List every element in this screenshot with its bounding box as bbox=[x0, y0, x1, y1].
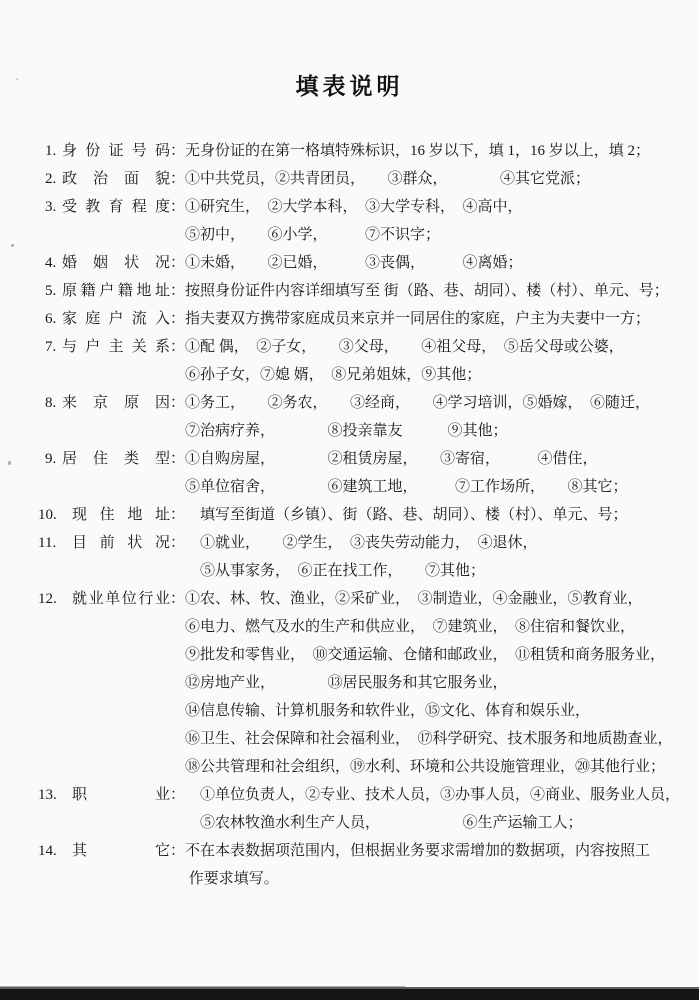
item-content bbox=[185, 305, 699, 333]
instruction-item bbox=[0, 501, 699, 529]
instruction-item bbox=[0, 305, 699, 333]
item-number: 5. bbox=[45, 283, 57, 299]
page-title: 填表说明 bbox=[295, 73, 404, 99]
item-content-line: 无身份证的在第一格填特殊标识，16 岁以下，填 1，16 岁以上，填 2； bbox=[185, 143, 651, 159]
item-label: 家庭户流入 bbox=[62, 311, 170, 327]
instruction-item bbox=[0, 585, 699, 781]
item-colon: ： bbox=[170, 199, 186, 215]
item-head bbox=[38, 165, 185, 193]
item-head bbox=[38, 529, 185, 557]
item-head bbox=[38, 137, 185, 165]
item-colon: ： bbox=[170, 591, 186, 607]
item-content-line: ①未婚， ②已婚， ③丧偶， ④离婚； bbox=[185, 255, 523, 271]
item-content-line: 按照身份证件内容详细填写至 街（路、巷、胡同）、楼（村）、单元、号； bbox=[185, 283, 669, 299]
item-label: 职业 bbox=[72, 787, 170, 803]
item-content-line: ①单位负责人，②专业、技术人员，③办事人员，④商业、服务业人员， bbox=[185, 787, 681, 803]
instruction-item bbox=[0, 333, 699, 389]
item-content-line: ①配 偶， ②子女， ③父母， ④祖父母， ⑤岳父母或公婆， bbox=[185, 339, 624, 355]
item-number: 7. bbox=[45, 339, 57, 355]
instruction-item bbox=[0, 529, 699, 585]
item-content bbox=[185, 585, 699, 781]
item-label: 与户主关系 bbox=[62, 339, 170, 355]
item-content-line: ⑤单位宿舍， ⑥建筑工地， ⑦工作场所， ⑧其它； bbox=[185, 479, 628, 495]
item-content bbox=[185, 389, 699, 445]
item-colon: ： bbox=[170, 283, 186, 299]
item-content bbox=[185, 781, 699, 837]
item-colon: ： bbox=[170, 535, 186, 551]
item-number: 13. bbox=[38, 787, 57, 803]
item-content bbox=[185, 277, 699, 305]
item-head bbox=[38, 585, 185, 613]
item-label: 婚姻状况 bbox=[62, 255, 170, 271]
instruction-item bbox=[0, 165, 699, 193]
item-content-line: ⑦治病疗养， ⑧投亲靠友 ⑨其他； bbox=[185, 423, 508, 439]
item-number: 12. bbox=[38, 591, 57, 607]
instruction-item bbox=[0, 389, 699, 445]
instruction-item bbox=[0, 137, 699, 165]
item-content-line: ⑤农林牧渔水利生产人员， ⑥生产运输工人； bbox=[185, 815, 583, 831]
instruction-item bbox=[0, 445, 699, 501]
item-head bbox=[38, 445, 185, 473]
item-content bbox=[185, 445, 699, 501]
item-content bbox=[185, 165, 699, 193]
item-label: 受教育程度 bbox=[62, 199, 170, 215]
item-content-line: ⑭信息传输、计算机服务和软件业，⑮文化、体育和娱乐业， bbox=[185, 703, 591, 719]
item-label: 其它 bbox=[72, 843, 170, 859]
instruction-item bbox=[0, 781, 699, 837]
item-number: 8. bbox=[45, 395, 57, 411]
instruction-item bbox=[0, 193, 699, 249]
item-head bbox=[38, 333, 185, 361]
item-content-line: ⑤从事家务， ⑥正在找工作， ⑦其他； bbox=[185, 563, 486, 579]
item-content-line: ⑱公共管理和社会组织，⑲水利、环境和公共设施管理业，⑳其他行业； bbox=[185, 759, 666, 775]
item-content-line: ①就业， ②学生， ③丧失劳动能力， ④退休， bbox=[185, 535, 538, 551]
item-head bbox=[38, 389, 185, 417]
item-label: 原籍户籍地址 bbox=[62, 283, 170, 299]
scan-artifact-bar bbox=[0, 987, 699, 1000]
item-number: 6. bbox=[45, 311, 57, 327]
item-content bbox=[185, 137, 699, 165]
item-colon: ： bbox=[170, 171, 186, 187]
instruction-list bbox=[0, 137, 699, 893]
item-number: 10. bbox=[38, 507, 57, 523]
item-colon: ： bbox=[170, 143, 186, 159]
instruction-item bbox=[0, 837, 699, 893]
item-label: 居住类型 bbox=[62, 451, 170, 467]
scan-speckle bbox=[8, 461, 11, 465]
item-head bbox=[38, 193, 185, 221]
item-content-line: ⑤初中， ⑥小学， ⑦不识字； bbox=[185, 227, 441, 243]
item-content-line: ①中共党员，②共青团员， ③群众， ④其它党派； bbox=[185, 171, 591, 187]
item-content-line: ⑨批发和零售业， ⑩交通运输、仓储和邮政业， ⑪租赁和商务服务业， bbox=[185, 647, 666, 663]
item-content-line: ⑯卫生、社会保障和社会福利业， ⑰科学研究、技术服务和地质勘查业， bbox=[185, 731, 673, 747]
item-label: 就业单位行业 bbox=[72, 591, 170, 607]
item-head bbox=[38, 781, 185, 809]
item-colon: ： bbox=[170, 507, 186, 523]
item-head bbox=[38, 501, 185, 529]
item-content-line: 作要求填写。 bbox=[185, 871, 279, 887]
instruction-item bbox=[0, 249, 699, 277]
item-colon: ： bbox=[170, 311, 186, 327]
item-colon: ： bbox=[170, 451, 186, 467]
item-head bbox=[38, 305, 185, 333]
item-content-line: 不在本表数据项范围内，但根据业务要求需增加的数据项，内容按照工 bbox=[185, 843, 651, 859]
item-content bbox=[185, 529, 699, 585]
item-content-line: 填写至街道（乡镇）、街（路、巷、胡同）、楼（村）、单元、号； bbox=[185, 507, 628, 523]
scan-speckle bbox=[11, 244, 14, 247]
item-colon: ： bbox=[170, 255, 186, 271]
item-content-line: ①务工， ②务农， ③经商， ④学习培训，⑤婚嫁， ⑥随迁， bbox=[185, 395, 651, 411]
item-label: 政治面貌 bbox=[62, 171, 170, 187]
item-content bbox=[185, 333, 699, 389]
item-content-line: ①农、林、牧、渔业，②采矿业， ③制造业，④金融业，⑤教育业， bbox=[185, 591, 643, 607]
item-colon: ： bbox=[170, 395, 186, 411]
item-label: 来京原因 bbox=[62, 395, 170, 411]
item-number: 2. bbox=[45, 171, 57, 187]
item-label: 现住地址 bbox=[72, 507, 170, 523]
item-content bbox=[185, 837, 699, 893]
item-content-line: ①研究生， ②大学本科， ③大学专科， ④高中， bbox=[185, 199, 523, 215]
item-content-line: ⑥电力、燃气及水的生产和供应业， ⑦建筑业， ⑧住宿和餐饮业， bbox=[185, 619, 636, 635]
item-head bbox=[38, 277, 185, 305]
item-head bbox=[38, 837, 185, 865]
scan-speckle bbox=[295, 172, 297, 174]
item-content bbox=[185, 193, 699, 249]
item-number: 1. bbox=[45, 143, 57, 159]
item-content-line: 指夫妻双方携带家庭成员来京并一同居住的家庭，户主为夫妻中一方； bbox=[185, 311, 651, 327]
item-label: 身份证号码 bbox=[62, 143, 170, 159]
item-colon: ： bbox=[170, 843, 186, 859]
item-colon: ： bbox=[170, 339, 186, 355]
item-number: 11. bbox=[38, 535, 57, 551]
item-label: 目前状况 bbox=[72, 535, 170, 551]
item-content-line: ①自购房屋， ②租赁房屋， ③寄宿， ④借住， bbox=[185, 451, 598, 467]
item-colon: ： bbox=[170, 787, 186, 803]
item-content bbox=[185, 501, 699, 529]
item-number: 3. bbox=[45, 199, 57, 215]
item-content-line: ⑥孙子女，⑦媳 婿， ⑧兄弟姐妹，⑨其他； bbox=[185, 367, 482, 383]
item-number: 9. bbox=[45, 451, 57, 467]
item-head bbox=[38, 249, 185, 277]
item-content bbox=[185, 249, 699, 277]
item-number: 4. bbox=[45, 255, 57, 271]
scan-speckle bbox=[16, 78, 18, 80]
item-content-line: ⑫房地产业， ⑬居民服务和其它服务业， bbox=[185, 675, 508, 691]
instruction-item bbox=[0, 277, 699, 305]
item-number: 14. bbox=[38, 843, 57, 859]
